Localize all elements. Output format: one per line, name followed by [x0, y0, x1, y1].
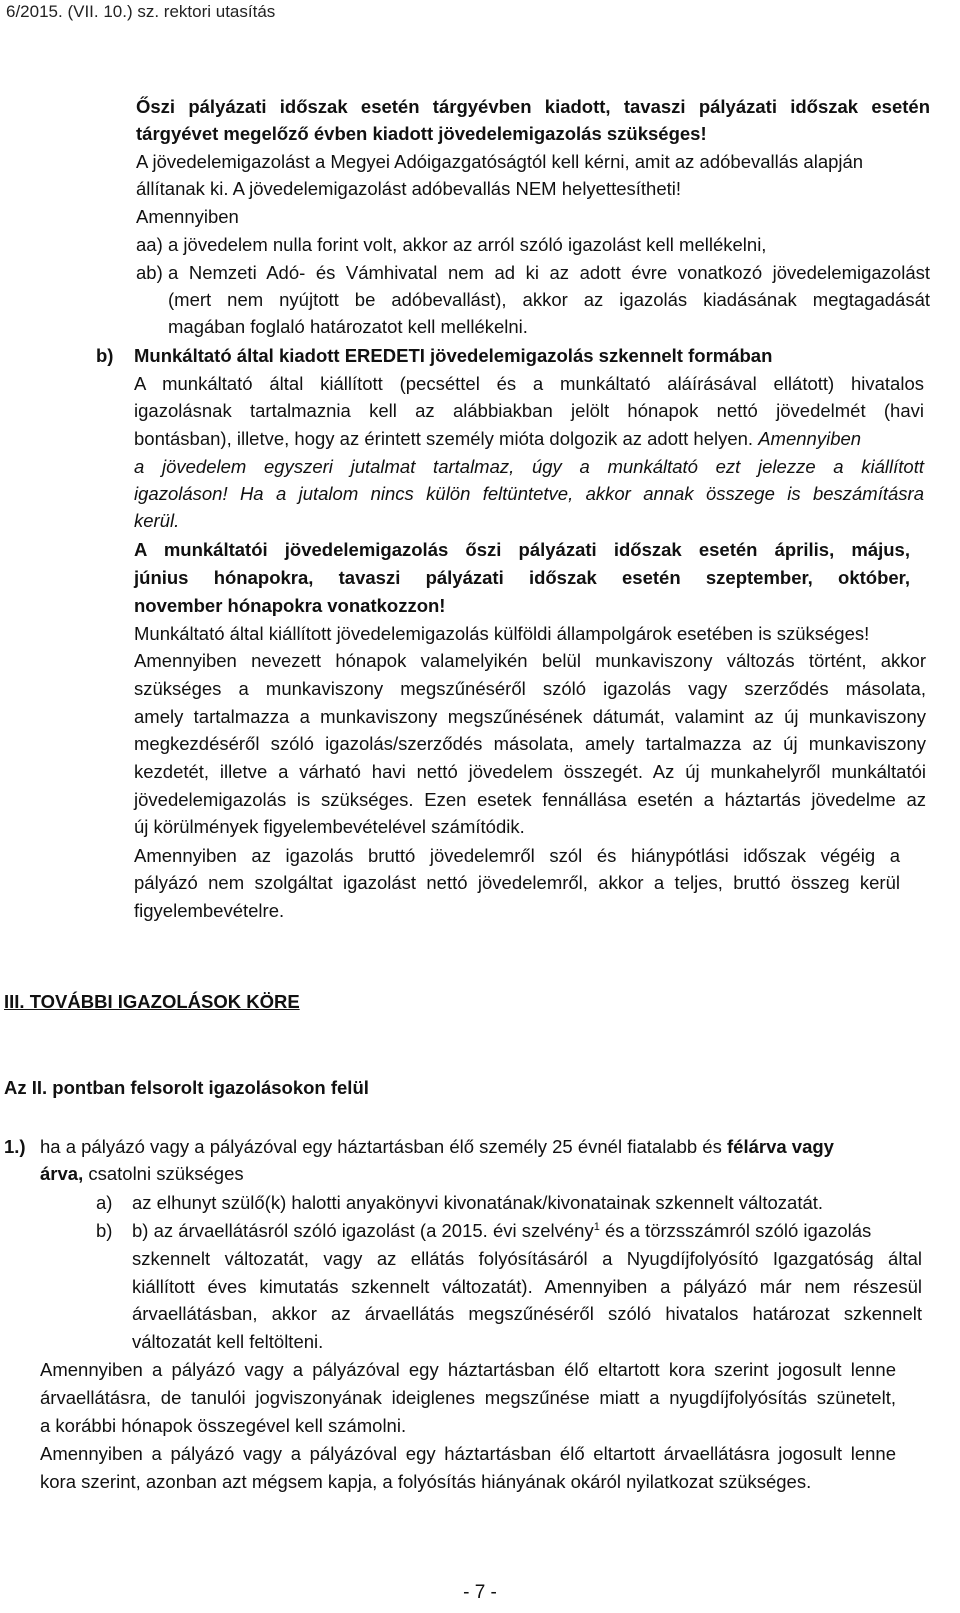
bold-paragraph-line: A munkáltatói jövedelemigazolás őszi pályázati időszak esetén április, május, [134, 539, 910, 560]
paragraph-line: Amennyiben a pályázó vagy a pályázóval egy háztartásban élő eltartott kora szerint jogosult lenne [40, 1359, 896, 1380]
paragraph-line: figyelembevételre. [134, 900, 285, 921]
italic-paragraph-line: a jövedelem egyszeri jutalmat tartalmaz, úgy a munkáltató ezt jelezze a kiállított [134, 456, 924, 477]
document-header: 6/2015. (VII. 10.) sz. rektori utasítás [6, 2, 276, 21]
subitem-b-line: szkennelt változatát, vagy az ellátás folyósításáról a Nyugdíjfolyósító Igazgatóság által [132, 1248, 922, 1269]
subitem-b-line: kiállított éves kimutatás szkennelt változatát). Amennyiben a pályázó már nem részesül [132, 1276, 922, 1297]
list-item-ab-line: (mert nem nyújtott be adóbevallást), akkor az igazolás kiadásának megtagadását [168, 289, 930, 310]
list-item-ab-line: magában foglaló határozatot kell mellékelni. [168, 316, 528, 337]
page-number: - 7 - [463, 1582, 497, 1603]
subitem-a-text: az elhunyt szülő(k) halotti anyakönyvi kivonatának/kivonatainak szkennelt változatát. [132, 1192, 824, 1213]
item-1-bold-text: árva, [40, 1163, 84, 1184]
italic-text: Amennyiben [758, 428, 862, 449]
section-title: III. TOVÁBBI IGAZOLÁSOK KÖRE [4, 991, 300, 1012]
section-b-heading: Munkáltató által kiadott EREDETI jövedelemigazolás szkennelt formában [134, 345, 773, 366]
paragraph-line: Amennyiben nevezett hónapok valamelyikén belül munkaviszony változás történt, akkor [134, 650, 926, 671]
paragraph-line: Amennyiben [136, 206, 239, 227]
paragraph-line: Amennyiben az igazolás bruttó jövedelemről szól és hiánypótlási időszak végéig a [134, 845, 900, 866]
paragraph-line: A jövedelemigazolást a Megyei Adóigazgatóságtól kell kérni, amit az adóbevallás alapján [136, 151, 864, 172]
paragraph-line: állítanak ki. A jövedelemigazolást adóbevallás NEM helyettesítheti! [136, 178, 682, 199]
paragraph-text: bontásban), illetve, hogy az érintett személy mióta dolgozik az adott helyen. [134, 428, 754, 449]
subitem-a-marker: a) [96, 1192, 113, 1213]
item-1-text: ha a pályázó vagy a pályázóval egy háztartásban élő személy 25 évnél fiatalabb és [40, 1136, 722, 1157]
subitem-b-line: változatát kell feltölteni. [132, 1331, 324, 1352]
subitem-b-marker: b) [96, 1220, 113, 1241]
paragraph-line: jövedelemigazolás is szükséges. Ezen esetek fennállása esetén a háztartás jövedelme az [134, 789, 926, 810]
paragraph-line: kezdetét, illetve a várható havi nettó jövedelem összegét. Az új munkahelyről munkáltatói [134, 761, 926, 782]
bold-paragraph-line: november hónapokra vonatkozzon! [134, 595, 446, 616]
paragraph-line: Amennyiben a pályázó vagy a pályázóval egy háztartásban élő eltartott árvaellátásra jogosult lenne [40, 1443, 896, 1464]
subitem-b-line [132, 1217, 871, 1244]
italic-paragraph-line: igazoláson! Ha a jutalom nincs külön feltüntetve, akkor annak összege is beszámításra [134, 483, 924, 504]
section-b-marker: b) [96, 345, 114, 366]
paragraph-line: szükséges a munkaviszony megszűnéséről szóló igazolás vagy szerződés másolata, [134, 678, 926, 699]
paragraph-line: A munkáltató által kiállított (pecséttel és a munkáltató aláírásával ellátott) hivatalos [134, 373, 924, 394]
footnote-mark: 1 [593, 1220, 600, 1233]
subitem-b-text: b) az árvaellátásról szóló igazolást (a 2015. évi szelvény [132, 1220, 594, 1241]
bold-paragraph-line: Őszi pályázati időszak esetén tárgyévben kiadott, tavaszi pályázati időszak esetén [136, 96, 930, 117]
item-1-line [40, 1160, 244, 1187]
list-item-aa: a jövedelem nulla forint volt, akkor az arról szóló igazolást kell mellékelni, [168, 234, 767, 255]
paragraph-line: Munkáltató által kiállított jövedelemigazolás külföldi állampolgárok esetében is szükséges! [134, 623, 870, 644]
bold-paragraph-line: tárgyévet megelőző évben kiadott jövedelemigazolás szükséges! [136, 123, 707, 144]
bold-paragraph-line: június hónapokra, tavaszi pályázati időszak esetén szeptember, október, [134, 567, 910, 588]
paragraph-line [134, 425, 861, 452]
item-1-marker: 1.) [4, 1136, 26, 1157]
paragraph-line: új körülmények figyelembevételével számítódik. [134, 816, 525, 837]
paragraph-line: igazolásnak tartalmaznia kell az alábbiakban jelölt hónapok nettó jövedelmét (havi [134, 400, 924, 421]
subitem-b-text: és a törzsszámról szóló igazolás [604, 1220, 872, 1241]
item-1-text: csatolni szükséges [88, 1163, 244, 1184]
paragraph-line: pályázó nem szolgáltat igazolást nettó jövedelemről, akkor a teljes, bruttó összeg kerül [134, 872, 900, 893]
section-subtitle: Az II. pontban felsorolt igazolásokon felül [4, 1077, 369, 1098]
paragraph-line: megkezdéséről szóló igazolás/szerződés másolata, amely tartalmazza az új munkaviszony [134, 733, 926, 754]
paragraph-line: a korábbi hónapok összegével kell számolni. [40, 1415, 407, 1436]
paragraph-line: árvaellátásra, de tanulói jogviszonyának ideiglenes megszűnése miatt a nyugdíjfolyósítás szünetelt, [40, 1387, 896, 1408]
list-item-ab-line: a Nemzeti Adó- és Vámhivatal nem ad ki az adott évre vonatkozó jövedelemigazolást [168, 262, 930, 283]
paragraph-line: amely tartalmazza a munkaviszony megszűnésének dátumát, valamint az új munkaviszony [134, 706, 926, 727]
italic-paragraph-line: kerül. [134, 510, 180, 531]
paragraph-line: kora szerint, azonban azt mégsem kapja, a folyósítás hiányának okáról nyilatkozat szükséges. [40, 1471, 812, 1492]
list-marker-aa: aa) [136, 234, 163, 255]
subitem-b-line: árvaellátásban, akkor az árvaellátás megszűnéséről szóló hivatalos határozat szkennelt [132, 1303, 922, 1324]
item-1-bold-text: félárva vagy [727, 1136, 834, 1157]
item-1-line [40, 1133, 834, 1160]
list-marker-ab: ab) [136, 262, 163, 283]
